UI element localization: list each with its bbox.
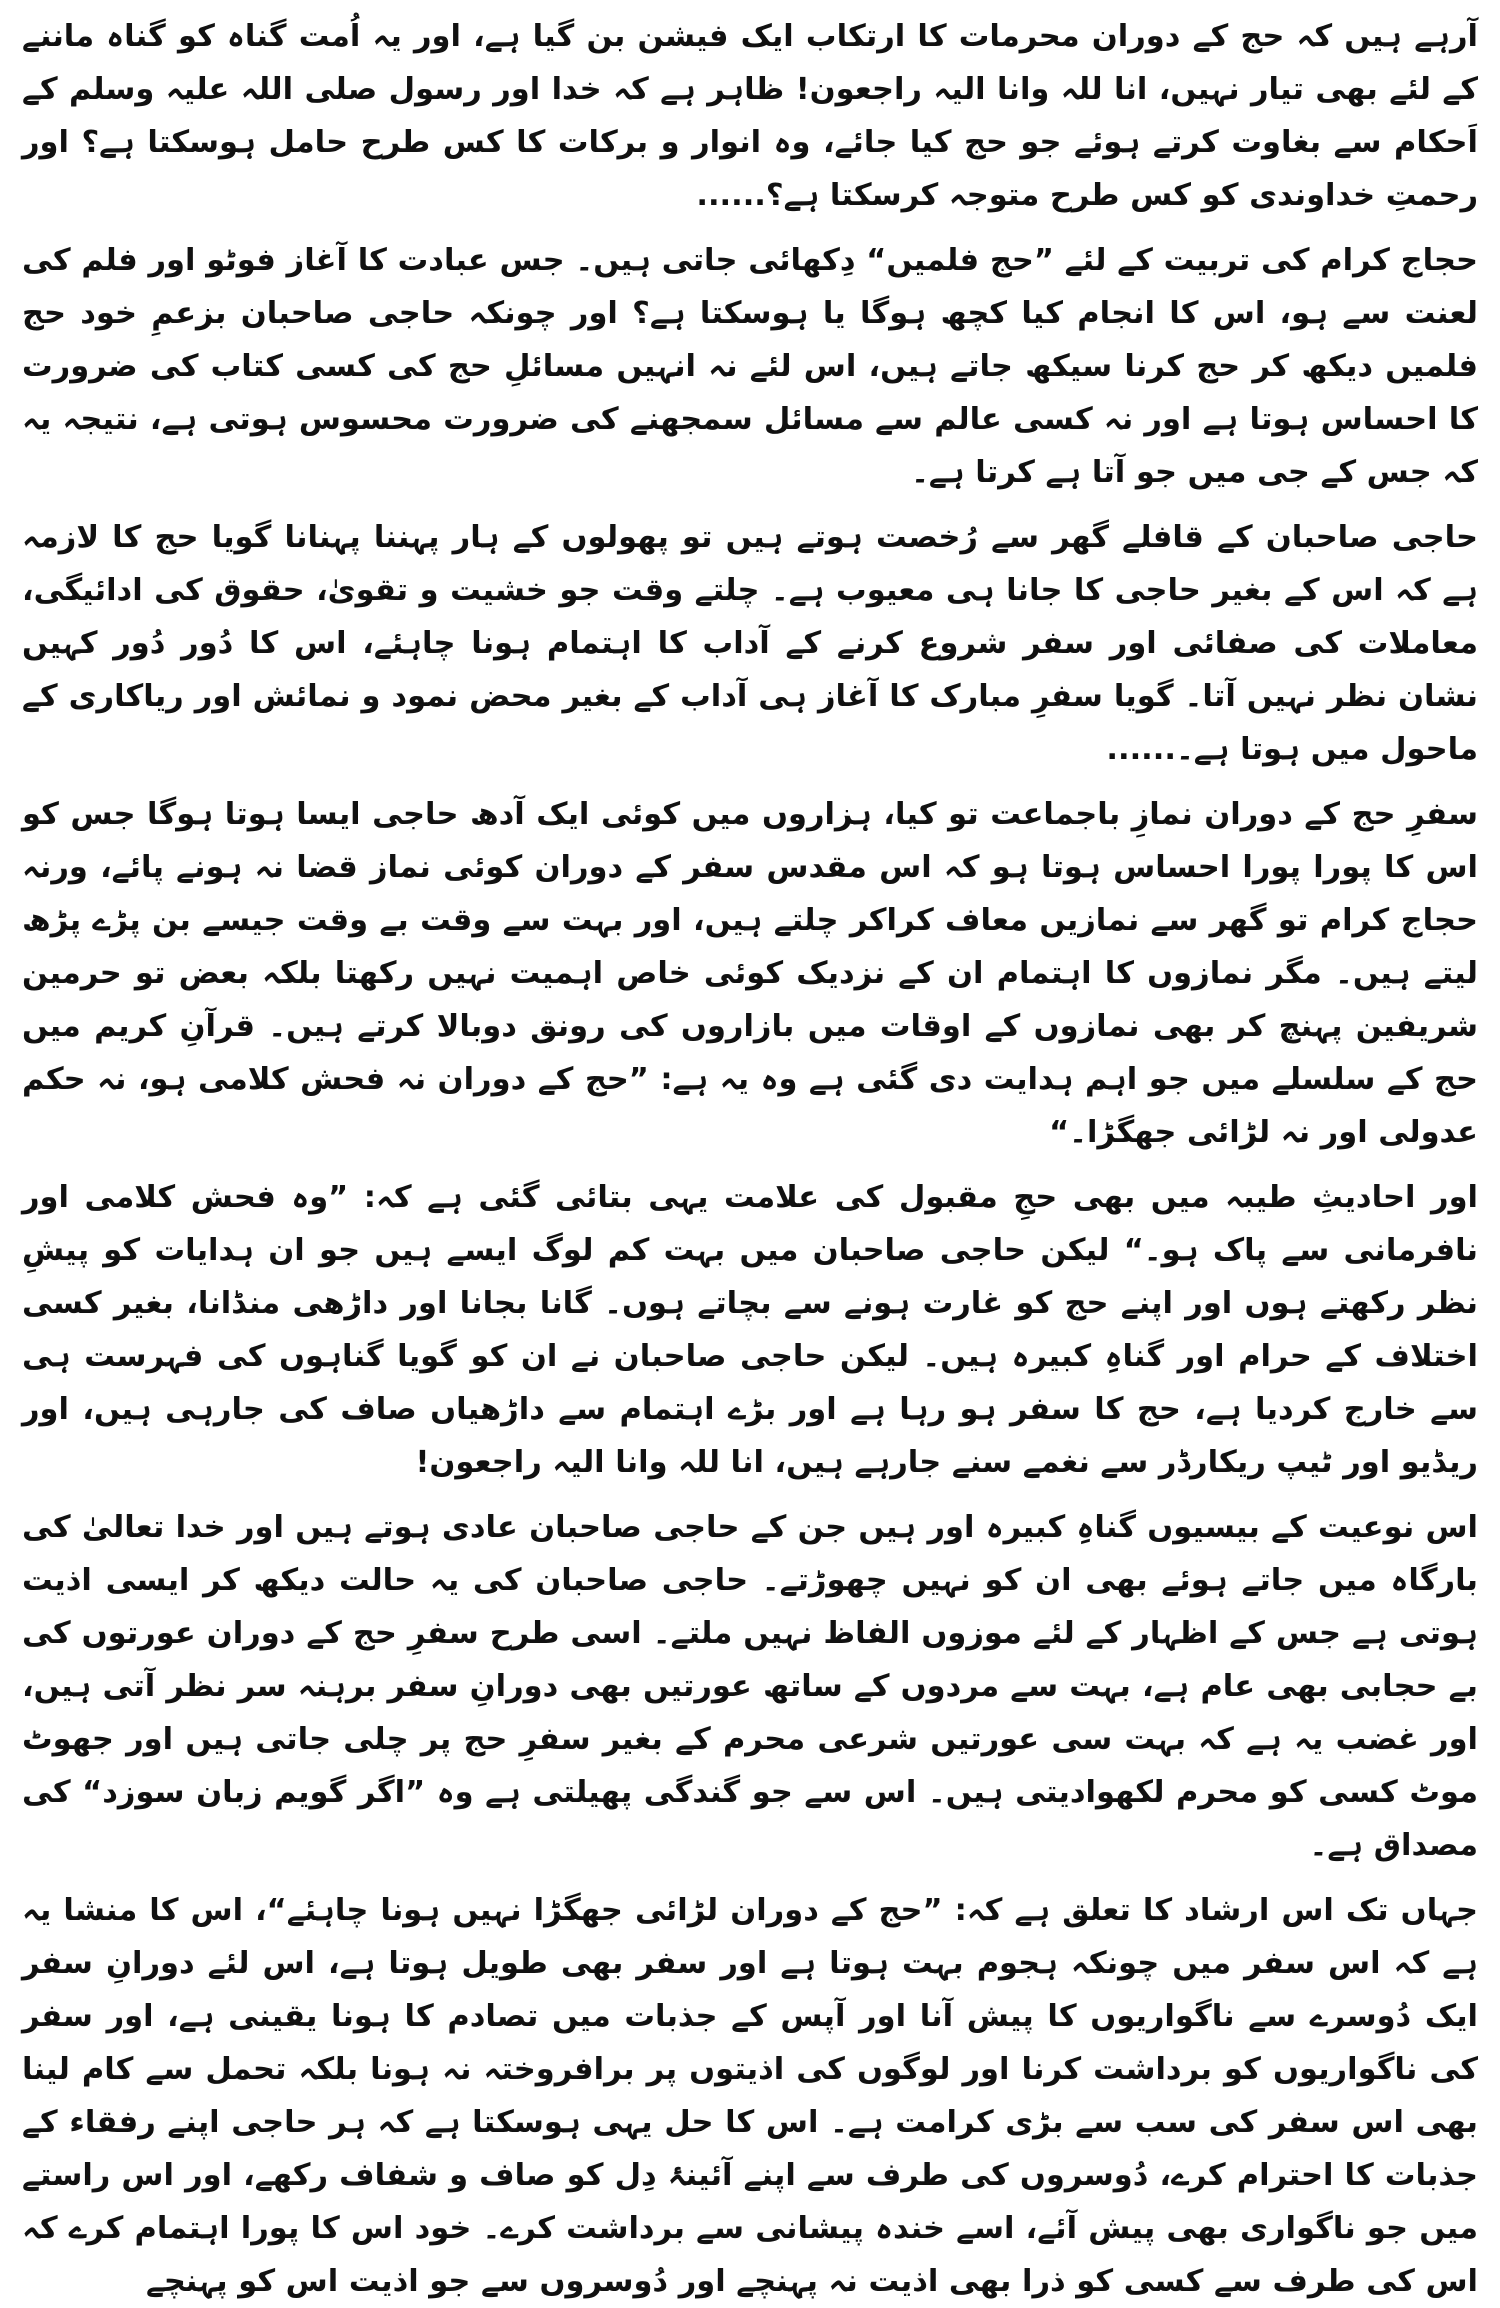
paragraph-2: حجاج کرام کی تربیت کے لئے ”حج فلمیں“ دِکھائی جاتی ہیں۔ جس عبادت کا آغاز فوٹو اور فلم کی لعنت سے ہو، اس کا انجام کیا کچھ ہوگا یا ہوسکتا ہے؟ اور چونکہ حاجی صاحبان بزعمِ خود حج فلمیں دیکھ کر حج کرنا سیکھ جاتے ہیں، اس لئے نہ انہیں مسائلِ حج کی کسی کتاب کی ضرورت کا احساس ہوتا ہے اور نہ کسی عالم سے مسائل سمجھنے کی ضرورت محسوس ہوتی ہے، نتیجہ یہ کہ جس کے جی میں جو آتا ہے کرتا ہے۔ bbox=[22, 243, 1478, 490]
paragraph-5: اور احادیثِ طیبہ میں بھی حجِ مقبول کی علامت یہی بتائی گئی ہے کہ: ”وہ فحش کلامی اور نافرمانی سے پاک ہو۔“ لیکن حاجی صاحبان میں بہت کم لوگ ایسے ہیں جو ان ہدایات کو پیشِ نظر رکھتے ہوں اور اپنے حج کو غارت ہونے سے بچاتے ہوں۔ گانا بجانا اور داڑھی منڈانا، بغیر کسی اختلاف کے حرام اور گناہِ کبیرہ ہیں۔ لیکن حاجی صاحبان نے ان کو گویا گناہوں کی فہرست ہی سے خارج کردیا ہے، حج کا سفر ہو رہا ہے اور بڑے اہتمام سے داڑھیاں صاف کی جارہی ہیں، اور ریڈیو اور ٹیپ ریکارڈر سے نغمے سنے جارہے ہیں، انا للہ وانا الیہ راجعون! bbox=[22, 1180, 1478, 1480]
paragraph-7: جہاں تک اس ارشاد کا تعلق ہے کہ: ”حج کے دوران لڑائی جھگڑا نہیں ہونا چاہئے“، اس کا منشا یہ ہے کہ اس سفر میں چونکہ ہجوم بہت ہوتا ہے اور سفر بھی طویل ہوتا ہے، اس لئے دورانِ سفر ایک دُوسرے سے ناگواریوں کا پیش آنا اور آپس کے جذبات میں تصادم کا ہونا یقینی ہے، اور سفر کی ناگواریوں کو برداشت کرنا اور لوگوں کی اذیتوں پر برافروختہ نہ ہونا بلکہ تحمل سے کام لینا بھی اس سفر کی سب سے بڑی کرامت ہے۔ اس کا حل یہی ہوسکتا ہے کہ ہر حاجی اپنے رفقاء کے جذبات کا احترام کرے، دُوسروں کی طرف سے اپنے آئینۂ دِل کو صاف و شفاف رکھے، اور اس راستے میں جو ناگواری بھی پیش آئے، اسے خندہ پیشانی سے برداشت کرے۔ خود اس کا پورا اہتمام کرے کہ اس کی طرف سے کسی کو ذرا بھی اذیت نہ پہنچے اور دُوسروں سے جو اذیت اس کو پہنچے bbox=[22, 1893, 1478, 2299]
paragraph-1: آرہے ہیں کہ حج کے دوران محرمات کا ارتکاب ایک فیشن بن گیا ہے، اور یہ اُمت گناہ کو گناہ ماننے کے لئے بھی تیار نہیں، انا للہ وانا الیہ راجعون! ظاہر ہے کہ خدا اور رسول صلی اللہ علیہ وسلم کے اَحکام سے بغاوت کرتے ہوئے جو حج کیا جائے، وہ انوار و برکات کا کس طرح حامل ہوسکتا ہے؟ اور رحمتِ خداوندی کو کس طرح متوجہ کرسکتا ہے؟...... bbox=[22, 19, 1478, 213]
paragraph-3: حاجی صاحبان کے قافلے گھر سے رُخصت ہوتے ہیں تو پھولوں کے ہار پہننا پہنانا گویا حج کا لازمہ ہے کہ اس کے بغیر حاجی کا جانا ہی معیوب ہے۔ چلتے وقت جو خشیت و تقویٰ، حقوق کی ادائیگی، معاملات کی صفائی اور سفر شروع کرنے کے آداب کا اہتمام ہونا چاہئے، اس کا دُور دُور کہیں نشان نظر نہیں آتا۔ گویا سفرِ مبارک کا آغاز ہی آداب کے بغیر محض نمود و نمائش اور ریاکاری کے ماحول میں ہوتا ہے۔...... bbox=[22, 520, 1478, 767]
document-page bbox=[22, 10, 1478, 2299]
paragraph-6: اس نوعیت کے بیسیوں گناہِ کبیرہ اور ہیں جن کے حاجی صاحبان عادی ہوتے ہیں اور خدا تعالیٰ کی بارگاہ میں جاتے ہوئے بھی ان کو نہیں چھوڑتے۔ حاجی صاحبان کی یہ حالت دیکھ کر ایسی اذیت ہوتی ہے جس کے اظہار کے لئے موزوں الفاظ نہیں ملتے۔ اسی طرح سفرِ حج کے دوران عورتوں کی بے حجابی بھی عام ہے، بہت سے مردوں کے ساتھ عورتیں بھی دورانِ سفر برہنہ سر نظر آتی ہیں، اور غضب یہ ہے کہ بہت سی عورتیں شرعی محرم کے بغیر سفرِ حج پر چلی جاتی ہیں اور جھوٹ موٹ کسی کو محرم لکھوادیتی ہیں۔ اس سے جو گندگی پھیلتی ہے وہ ”اگر گویم زبان سوزد“ کی مصداق ہے۔ bbox=[22, 1510, 1478, 1863]
paragraph-4: سفرِ حج کے دوران نمازِ باجماعت تو کیا، ہزاروں میں کوئی ایک آدھ حاجی ایسا ہوتا ہوگا جس کو اس کا پورا پورا احساس ہوتا ہو کہ اس مقدس سفر کے دوران کوئی نماز قضا نہ ہونے پائے، ورنہ حجاج کرام تو گھر سے نمازیں معاف کراکر چلتے ہیں، اور بہت سے وقت بے وقت جیسے بن پڑے پڑھ لیتے ہیں۔ مگر نمازوں کا اہتمام ان کے نزدیک کوئی خاص اہمیت نہیں رکھتا بلکہ بعض تو حرمین شریفین پہنچ کر بھی نمازوں کے اوقات میں بازاروں کی رونق دوبالا کرتے ہیں۔ قرآنِ کریم میں حج کے سلسلے میں جو اہم ہدایت دی گئی ہے وہ یہ ہے: ”حج کے دوران نہ فحش کلامی ہو، نہ حکم عدولی اور نہ لڑائی جھگڑا۔“ bbox=[22, 797, 1478, 1150]
